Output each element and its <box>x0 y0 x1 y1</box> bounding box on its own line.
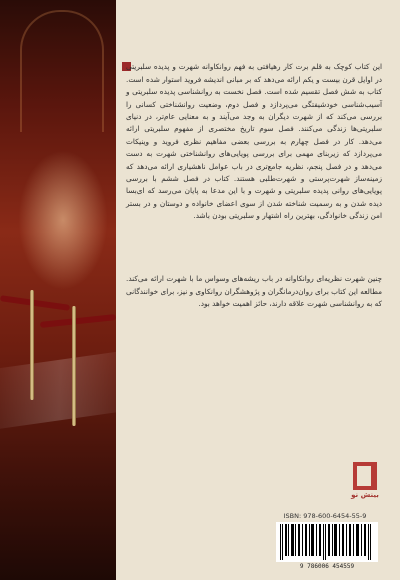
theater-arch <box>20 10 104 132</box>
floor-reflection <box>0 349 116 431</box>
velvet-rope <box>40 314 116 328</box>
publisher-logo-icon <box>350 462 380 502</box>
description-paragraph-1: این کتاب کوچک به قلم برت کار رهیافتی به فهم روانکاوانه شهرت و پدیده سلبریتی در اوایل قرن بیست و یکم ارائه می‌دهد که بر مبانی اندیشه فروید استوار شده است. کتاب به شش فصل تقسیم شده است. فصل نخست به روانشناسی پدیده سلبریتی و آسیب‌شناسی خودشیفتگی می‌پردازد و فصل دوم، وضعیت روانشناختی کسانی را بررسی می‌کند که از شهرت دیگران به وجد می‌آیند و به معنایی عام‌تر، در دنیای سلبریتی‌ها زندگی می‌کنند. فصل سوم تاریخ مختصری از مفهوم سلبریتی ارائه می‌دهد. کار در فصل چهارم به بررسی بعضی مفاهیم نظری فروید و وینیکات می‌پردازد که زیربنای مهمی برای بررسی پویایی‌های روانشناختی شهرت به دست می‌دهد و در فصل پنجم، نظریه جامع‌تری در باب عوامل ناهشیاری ارائه می‌دهد که زمینه‌ساز شهرت‌پرستی و شهرت‌طلبی هستند. کتاب در فصل ششم با بررسی پویایی‌های روانی پدیده سلبریتی و شهرت و با این مدعا به پایان می‌رسد که ای‌بسا دیده شدن و به رسمیت شناخته شدن از سوی اعضای خانواده و دوستان و در بستر امن زندگی خانوادگی، بهترین راه اشتهار و سلبریتی بودن باشد. <box>126 62 382 221</box>
light-glow <box>18 150 108 290</box>
stanchion-pole <box>72 306 76 426</box>
velvet-rope <box>0 295 70 311</box>
isbn-label: ISBN: 978-600-6454-55-9 <box>283 512 367 520</box>
cover-photo <box>0 0 116 580</box>
description-paragraph-2: چنین شهرت نظریه‌ای روانکاوانه در باب ریشه‌های وسواس ما با شهرت ارائه می‌کند. مطالعه این کتاب برای روان‌درمانگران و پژوهشگران روانکاوی و نیز، برای خوانندگانی که به روانشناسی شهرت علاقه دارند، حائز اهمیت خواهد بود. <box>126 274 382 309</box>
barcode-number: 9 786006 454559 <box>299 563 355 570</box>
publisher-name: بینش نو <box>351 491 379 499</box>
barcode <box>276 522 378 562</box>
logo-mark <box>353 462 377 490</box>
stanchion-pole <box>30 290 34 400</box>
